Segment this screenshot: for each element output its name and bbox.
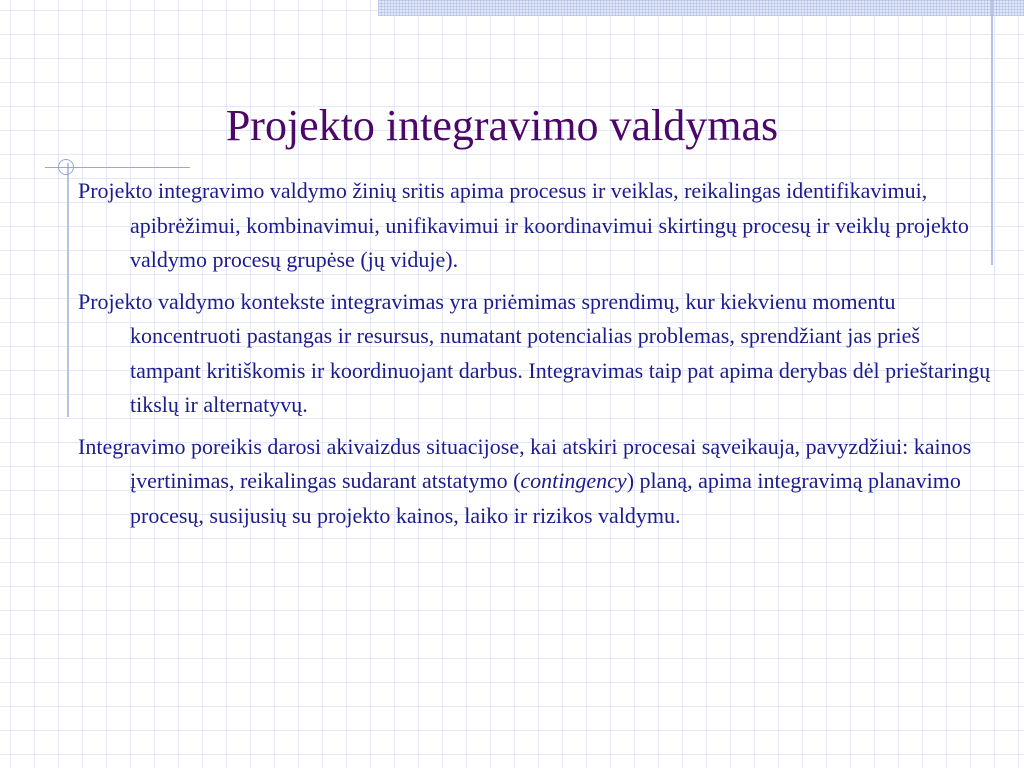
paragraph-2: Projekto valdymo kontekste integravimas yra priėmimas sprendimų, kur kiekvienu momentu koncentruoti pastangas ir resursus, numatant potencialias problemas, sprendžiant jas prieš tampant kritiškomis ir koordinuojant darbus. Integravimas taip pat apima derybas dėl prieštaringų tikslų ir alternatyvų. (78, 288, 991, 417)
paragraph-3-emphasis: contingency (520, 468, 627, 493)
left-decorative-line (67, 163, 69, 417)
paragraph-3-text-after: ) planą, apima integravimą planavimo procesų, susijusių su projekto kainos, laiko ir rizikos valdymu. (130, 468, 961, 528)
paragraph-1: Projekto integravimo valdymo žinių sritis apima procesus ir veiklas, reikalingas identifikavimui, apibrėžimui, kombinavimui, unifikavimui ir koordinavimui skirtingų procesų ir veiklų projekto valdymo procesų grupėse (jų viduje). (78, 178, 969, 272)
title-underline-rule (57, 167, 190, 168)
paragraph-3-text-before: Integravimo poreikis darosi akivaizdus situacijose, kai atskiri procesai sąveikauja, pavyzdžiui: kainos įvertinimas, reikalingas sudarant atstatymo ( (78, 433, 972, 493)
slide-title: Projekto integravimo valdymas (225, 101, 779, 150)
paragraph-3 (78, 430, 994, 534)
decorative-ring-icon (58, 159, 74, 175)
slide-body (78, 174, 994, 540)
top-decorative-strip (378, 0, 1024, 16)
